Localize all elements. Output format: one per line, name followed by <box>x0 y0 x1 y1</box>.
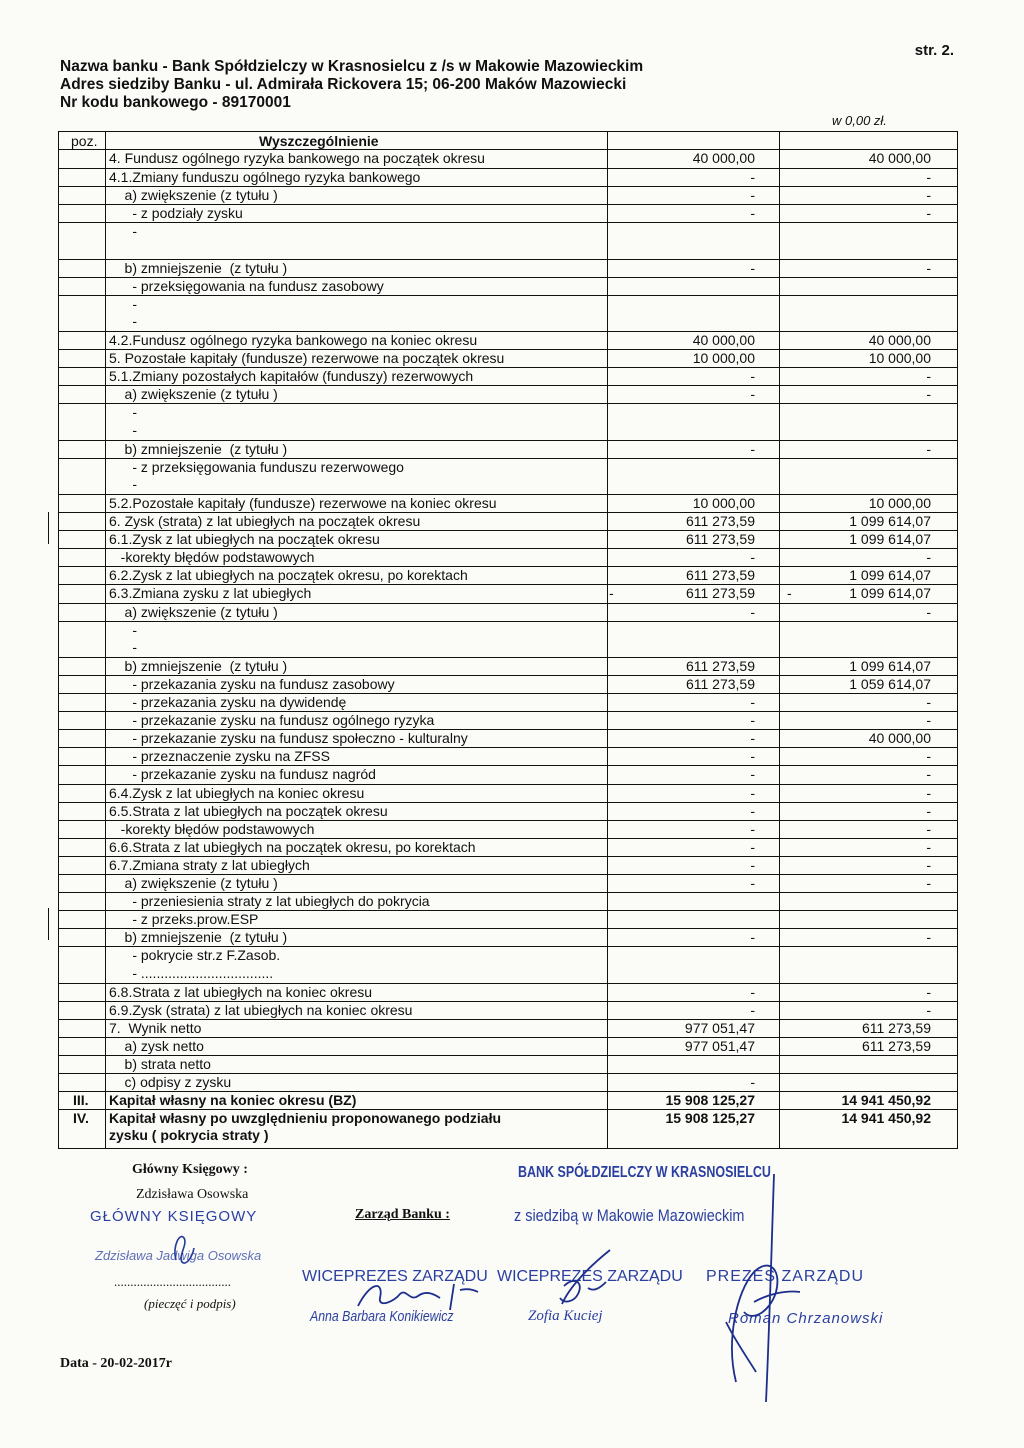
table-row <box>59 856 957 875</box>
chief-accountant-title: Główny Księgowy : <box>132 1162 248 1177</box>
row-label: zysku ( pokrycia straty ) <box>109 1127 269 1144</box>
row-label: b) zmniejszenie (z tytułu ) <box>109 440 288 457</box>
table-row <box>59 584 957 603</box>
row-value-current: - <box>750 169 755 186</box>
row-value-current: - <box>750 802 755 819</box>
col-header-poz: poz. <box>71 133 98 149</box>
row-value-previous: 611 273,59 <box>861 1019 931 1036</box>
row-label: 6.5.Strata z lat ubiegłych na początek okresu <box>109 802 388 819</box>
bank-name: Nazwa banku - Bank Spółdzielczy w Krasnosielcu z /s w Makowie Mazowieckim <box>60 58 644 75</box>
row-value-previous: - <box>926 1001 931 1018</box>
row-value-current: 611 273,59 <box>685 675 755 692</box>
row-label: -korekty błędów podstawowych <box>109 549 315 566</box>
table-row <box>59 765 957 784</box>
table-row <box>59 458 957 477</box>
row-label: - <box>109 404 137 421</box>
row-value-previous: - <box>926 802 931 819</box>
table-row <box>59 928 957 947</box>
table-row <box>59 1037 957 1056</box>
row-value-current: - <box>750 784 755 801</box>
row-label: 6.7.Zmiana straty z lat ubiegłych <box>109 856 310 873</box>
row-value-current: - <box>750 838 755 855</box>
table-row <box>59 385 957 404</box>
row-value-previous: - <box>926 187 931 204</box>
vp1-name: Anna Barbara Konikiewicz <box>310 1308 454 1325</box>
chief-accountant-name: Zdzisława Osowska <box>136 1187 249 1202</box>
row-label: - przekazanie zysku na fundusz ogólnego ryzyka <box>109 712 435 729</box>
row-value-previous: - <box>926 259 931 276</box>
row-label: -korekty błędów podstawowych <box>109 820 315 837</box>
table-row <box>59 657 957 676</box>
row-label: 4.1.Zmiany funduszu ogólnego ryzyka bankowego <box>109 169 421 186</box>
table-row <box>59 313 957 331</box>
row-label: - z podziały zysku <box>109 205 243 222</box>
table-row <box>59 965 957 983</box>
row-value-previous: 40 000,00 <box>868 332 931 348</box>
row-label: - <box>109 475 137 492</box>
table-row <box>59 729 957 748</box>
row-label: 6.9.Zysk (strata) z lat ubiegłych na koniec okresu <box>109 1001 413 1018</box>
bank-stamp-seat: z siedzibą w Makowie Mazowieckim <box>514 1206 745 1225</box>
row-value-previous: - <box>926 875 931 891</box>
table-row <box>59 892 957 911</box>
row-label: - przekazania zysku na dywidendę <box>109 694 347 710</box>
president-signature-icon <box>696 1172 816 1412</box>
row-label: c) odpisy z zysku <box>109 1074 232 1091</box>
vp1-signature-icon <box>350 1276 490 1316</box>
row-value-current: - <box>750 730 755 747</box>
row-value-current: - <box>750 603 755 620</box>
row-value-current: - <box>750 766 755 783</box>
binder-mark <box>48 512 49 544</box>
row-label: b) zmniejszenie (z tytułu ) <box>109 929 288 946</box>
row-value-current: - <box>750 820 755 837</box>
row-roman-number: III. <box>73 1092 89 1109</box>
table-row <box>59 603 957 622</box>
table-row <box>59 186 957 205</box>
table-row <box>59 838 957 857</box>
table-row <box>59 494 957 513</box>
row-value-current: 15 908 125,27 <box>665 1110 755 1127</box>
row-label: - <box>109 295 137 312</box>
row-value-current: - <box>750 983 755 1000</box>
row-value-current: 10 000,00 <box>692 350 755 367</box>
row-label: a) zwiększenie (z tytułu ) <box>109 187 278 204</box>
table-row <box>59 403 957 422</box>
row-label: 6.3.Zmiana zysku z lat ubiegłych <box>109 585 312 602</box>
row-label: - <box>109 638 137 655</box>
board-label: Zarząd Banku : <box>355 1207 450 1222</box>
row-value-previous: - <box>926 440 931 457</box>
row-value-previous: 611 273,59 <box>861 1037 931 1054</box>
row-label: - przekazanie zysku na fundusz społeczno - kulturalny <box>109 730 468 747</box>
row-value-previous: 1 059 614,07 <box>849 675 931 692</box>
currency-unit: w 0,00 zł. <box>832 113 887 128</box>
row-value-current: - <box>750 694 755 710</box>
row-value-previous: 14 941 450,92 <box>841 1110 931 1127</box>
seal-caption: (pieczęć i podpis) <box>144 1296 236 1311</box>
row-label: - z przeksięgowania funduszu rezerwowego <box>109 458 404 475</box>
row-label: 6.8.Strata z lat ubiegłych na koniec okresu <box>109 983 373 1000</box>
row-label: 6.2.Zysk z lat ubiegłych na początek okresu, po korektach <box>109 567 468 584</box>
row-value-previous: - <box>926 856 931 873</box>
table-row <box>59 367 957 386</box>
table-row <box>59 222 957 241</box>
table-row <box>59 1109 957 1128</box>
row-value-previous: - <box>926 549 931 566</box>
row-value-current: - <box>750 259 755 276</box>
chief-accountant-signature-icon <box>170 1228 200 1268</box>
table-row <box>59 946 957 965</box>
row-label: Kapitał własny po uwzględnieniu proponowanego podziału <box>109 1110 502 1127</box>
row-value-previous: 1 099 614,07 <box>849 567 931 584</box>
table-row <box>59 693 957 712</box>
row-label: Kapitał własny na koniec okresu (BZ) <box>109 1092 357 1109</box>
table-row <box>59 241 957 259</box>
row-label: - pokrycie str.z F.Zasob. <box>109 947 281 964</box>
row-value-previous: - <box>926 838 931 855</box>
table-row <box>59 295 957 314</box>
table-row <box>59 1055 957 1074</box>
row-value-previous: 1 099 614,07 <box>849 513 931 529</box>
vp1-title: WICEPREZES ZARZĄDU <box>302 1268 488 1285</box>
table-row <box>59 512 957 531</box>
row-value-current: - <box>750 1001 755 1018</box>
row-value-previous: 14 941 450,92 <box>841 1092 931 1109</box>
row-value-current: 611 273,59 <box>685 513 755 529</box>
president-name: Roman Chrzanowski <box>728 1310 884 1327</box>
row-sign-prefix: - <box>609 585 614 602</box>
row-label: 7. Wynik netto <box>109 1019 202 1036</box>
row-label: 4. Fundusz ogólnego ryzyka bankowego na początek okresu <box>109 150 485 166</box>
table-row <box>59 784 957 803</box>
row-label: 5.2.Pozostałe kapitały (fundusze) rezerwowe na koniec okresu <box>109 494 497 511</box>
row-value-current: - <box>750 187 755 204</box>
row-value-current: 977 051,47 <box>684 1019 755 1036</box>
page-number: str. 2. <box>914 42 954 59</box>
table-row <box>59 711 957 730</box>
row-sign-prefix: - <box>787 585 792 602</box>
row-value-current: - <box>750 549 755 566</box>
bank-stamp-name: BANK SPÓŁDZIELCZY W KRASNOSIELCU <box>518 1164 771 1181</box>
binder-mark <box>48 908 49 940</box>
row-label: a) zwiększenie (z tytułu ) <box>109 386 278 403</box>
table-row <box>59 440 957 459</box>
table-row <box>59 259 957 278</box>
row-label: 6.1.Zysk z lat ubiegłych na początek okresu <box>109 531 380 548</box>
equity-statement-table <box>58 131 958 1149</box>
document-date: Data - 20-02-2017r <box>60 1356 172 1371</box>
row-label: 5.1.Zmiany pozostałych kapitałów (funduszy) rezerwowych <box>109 368 474 385</box>
chief-accountant-stamp-title: GŁÓWNY KSIĘGOWY <box>90 1208 258 1225</box>
row-value-previous: - <box>926 784 931 801</box>
table-row <box>59 150 957 168</box>
row-value-previous: 40 000,00 <box>868 150 931 166</box>
row-label: - <box>109 421 137 438</box>
row-value-current: 40 000,00 <box>692 332 755 348</box>
row-label: a) zwiększenie (z tytułu ) <box>109 875 278 891</box>
row-label: - przekazanie zysku na fundusz nagród <box>109 766 376 783</box>
table-row <box>59 983 957 1002</box>
table-row <box>59 621 957 640</box>
table-row <box>59 204 957 223</box>
row-value-previous: - <box>926 169 931 186</box>
row-label: - przeniesienia straty z lat ubiegłych do pokrycia <box>109 893 430 910</box>
table-row <box>59 675 957 694</box>
row-value-previous: 40 000,00 <box>868 730 931 747</box>
row-value-previous: - <box>926 694 931 710</box>
row-label: 6. Zysk (strata) z lat ubiegłych na początek okresu <box>109 513 421 529</box>
row-value-previous: - <box>926 386 931 403</box>
row-value-current: - <box>750 386 755 403</box>
row-value-current: 15 908 125,27 <box>665 1092 755 1109</box>
table-row <box>59 802 957 821</box>
row-label: - <box>109 223 137 240</box>
row-value-previous: - <box>926 205 931 222</box>
row-label: - .................................. <box>109 964 274 981</box>
row-value-previous: - <box>926 368 931 385</box>
row-value-current: - <box>750 712 755 729</box>
table-row <box>59 530 957 549</box>
row-value-current: - <box>750 440 755 457</box>
row-value-previous: - <box>926 820 931 837</box>
row-value-current: 611 273,59 <box>685 567 755 584</box>
row-label: 6.4.Zysk z lat ubiegłych na koniec okresu <box>109 784 365 801</box>
chief-accountant-stamp-name: Zdzisława Jadwiga Osowska <box>95 1248 262 1263</box>
row-value-current: - <box>750 205 755 222</box>
vp2-title: WICEPREZES ZARZĄDU <box>497 1268 683 1285</box>
bank-code: Nr kodu bankowego - 89170001 <box>60 94 291 111</box>
row-value-current: - <box>750 856 755 873</box>
row-value-current: - <box>750 1074 755 1091</box>
row-value-previous: - <box>926 983 931 1000</box>
row-value-current: - <box>750 875 755 891</box>
table-row <box>59 1073 957 1092</box>
row-label: 4.2.Fundusz ogólnego ryzyka bankowego na koniec okresu <box>109 332 478 348</box>
row-value-previous: 1 099 614,07 <box>849 531 931 548</box>
row-label: b) zmniejszenie (z tytułu ) <box>109 657 288 674</box>
row-roman-number: IV. <box>73 1110 89 1127</box>
row-label: b) zmniejszenie (z tytułu ) <box>109 259 288 276</box>
table-row <box>59 1019 957 1038</box>
table-row <box>59 820 957 839</box>
document-header <box>60 58 643 112</box>
row-value-previous: 10 000,00 <box>868 494 931 511</box>
row-label: - <box>109 621 137 638</box>
row-value-current: 977 051,47 <box>684 1037 755 1054</box>
table-row <box>59 349 957 368</box>
vp2-signature-icon <box>540 1246 630 1316</box>
row-label: - przekazania zysku na fundusz zasobowy <box>109 675 395 692</box>
table-row <box>59 168 957 187</box>
row-label: - przeksięgowania na fundusz zasobowy <box>109 277 384 294</box>
table-row <box>59 476 957 494</box>
table-row <box>59 910 957 929</box>
row-label: b) strata netto <box>109 1056 211 1072</box>
table-row <box>59 331 957 350</box>
row-value-current: 611 273,59 <box>685 531 755 548</box>
row-value-current: 611 273,59 <box>685 585 755 602</box>
row-value-previous: - <box>926 766 931 783</box>
row-label: - z przeks.prow.ESP <box>109 911 259 928</box>
row-value-current: 611 273,59 <box>685 657 755 674</box>
table-row <box>59 874 957 893</box>
row-value-previous: 10 000,00 <box>868 350 931 367</box>
row-label: a) zysk netto <box>109 1037 204 1054</box>
president-title: PREZES ZARZĄDU <box>706 1268 865 1285</box>
row-value-previous: - <box>926 748 931 765</box>
table-row <box>59 422 957 440</box>
row-value-previous: - <box>926 603 931 620</box>
col-header-description: Wyszczególnienie <box>259 133 379 149</box>
row-value-current: 10 000,00 <box>692 494 755 511</box>
row-value-previous: - <box>926 712 931 729</box>
row-value-previous: 1 099 614,07 <box>849 585 931 602</box>
table-row <box>59 548 957 567</box>
row-label: a) zwiększenie (z tytułu ) <box>109 603 278 620</box>
row-value-previous: - <box>926 929 931 946</box>
table-row <box>59 1091 957 1110</box>
vp2-name: Zofia Kuciej <box>528 1308 603 1324</box>
row-label: 5. Pozostałe kapitały (fundusze) rezerwowe na początek okresu <box>109 350 505 367</box>
row-value-current: 40 000,00 <box>692 150 755 166</box>
row-value-current: - <box>750 368 755 385</box>
table-row <box>59 277 957 296</box>
row-value-current: - <box>750 748 755 765</box>
table-row <box>59 747 957 766</box>
table-row <box>59 639 957 657</box>
table-row <box>59 1001 957 1020</box>
signature-line: .................................... <box>114 1274 231 1289</box>
table-row <box>59 1127 957 1145</box>
row-label: - <box>109 312 137 329</box>
signature-area <box>0 1150 1024 1448</box>
row-label: - przeznaczenie zysku na ZFSS <box>109 748 330 765</box>
row-value-current: - <box>750 929 755 946</box>
row-label: 6.6.Strata z lat ubiegłych na początek okresu, po korektach <box>109 838 476 855</box>
table-row <box>59 566 957 585</box>
row-value-previous: 1 099 614,07 <box>849 657 931 674</box>
bank-address: Adres siedziby Banku - ul. Admirała Rickovera 15; 06-200 Maków Mazowiecki <box>60 76 627 93</box>
